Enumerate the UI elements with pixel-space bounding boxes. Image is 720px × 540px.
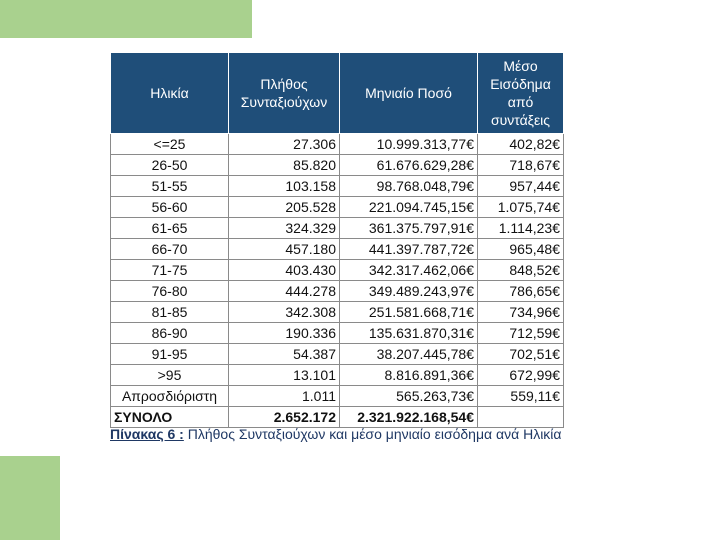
table-row (111, 155, 564, 176)
count-cell: 324.329 (229, 218, 340, 239)
total-label: ΣΥΝΟΛΟ (111, 407, 229, 428)
table-row (111, 176, 564, 197)
average-cell: 559,11€ (478, 386, 564, 407)
average-cell: 965,48€ (478, 239, 564, 260)
total-amount: 2.321.922.168,54€ (340, 407, 478, 428)
amount-cell: 135.631.870,31€ (340, 323, 478, 344)
age-cell: Απροσδιόριστη (111, 386, 229, 407)
age-cell: 76-80 (111, 281, 229, 302)
decorative-top-bar (0, 0, 252, 38)
table-row (111, 281, 564, 302)
count-cell: 403.430 (229, 260, 340, 281)
age-cell: 66-70 (111, 239, 229, 260)
age-cell: 26-50 (111, 155, 229, 176)
count-cell: 444.278 (229, 281, 340, 302)
count-cell: 1.011 (229, 386, 340, 407)
table-row (111, 386, 564, 407)
table-row (111, 365, 564, 386)
amount-cell: 61.676.629,28€ (340, 155, 478, 176)
amount-cell: 10.999.313,77€ (340, 134, 478, 155)
table-row (111, 218, 564, 239)
count-cell: 54.387 (229, 344, 340, 365)
table-row (111, 302, 564, 323)
average-cell: 672,99€ (478, 365, 564, 386)
table-row (111, 134, 564, 155)
age-cell: 51-55 (111, 176, 229, 197)
age-cell: 86-90 (111, 323, 229, 344)
count-cell: 85.820 (229, 155, 340, 176)
amount-cell: 251.581.668,71€ (340, 302, 478, 323)
count-cell: 205.528 (229, 197, 340, 218)
amount-cell: 565.263,73€ (340, 386, 478, 407)
table-caption (110, 426, 562, 442)
average-cell: 957,44€ (478, 176, 564, 197)
count-cell: 27.306 (229, 134, 340, 155)
average-cell: 712,59€ (478, 323, 564, 344)
total-count: 2.652.172 (229, 407, 340, 428)
average-cell: 702,51€ (478, 344, 564, 365)
total-empty-cell (478, 407, 564, 428)
table-row (111, 260, 564, 281)
caption-label: Πίνακας 6 : (110, 426, 184, 442)
amount-cell: 349.489.243,97€ (340, 281, 478, 302)
amount-cell: 221.094.745,15€ (340, 197, 478, 218)
pension-age-table (110, 52, 564, 428)
average-cell: 1.075,74€ (478, 197, 564, 218)
table-row (111, 197, 564, 218)
decorative-bottom-bar (0, 456, 60, 540)
average-cell: 734,96€ (478, 302, 564, 323)
header-pensioner-count: Πλήθος Συνταξιούχων (229, 53, 340, 134)
amount-cell: 342.317.462,06€ (340, 260, 478, 281)
amount-cell: 361.375.797,91€ (340, 218, 478, 239)
age-cell: 91-95 (111, 344, 229, 365)
amount-cell: 98.768.048,79€ (340, 176, 478, 197)
count-cell: 457.180 (229, 239, 340, 260)
table-row (111, 344, 564, 365)
average-cell: 718,67€ (478, 155, 564, 176)
count-cell: 190.336 (229, 323, 340, 344)
average-cell: 1.114,23€ (478, 218, 564, 239)
header-average-income: Μέσο Εισόδημα από συντάξεις (478, 53, 564, 134)
amount-cell: 441.397.787,72€ (340, 239, 478, 260)
age-cell: <=25 (111, 134, 229, 155)
average-cell: 848,52€ (478, 260, 564, 281)
table-row (111, 239, 564, 260)
table-header-row (111, 53, 564, 134)
age-cell: 71-75 (111, 260, 229, 281)
table-row (111, 323, 564, 344)
amount-cell: 8.816.891,36€ (340, 365, 478, 386)
average-cell: 402,82€ (478, 134, 564, 155)
header-age: Ηλικία (111, 53, 229, 134)
count-cell: 342.308 (229, 302, 340, 323)
count-cell: 103.158 (229, 176, 340, 197)
header-monthly-amount: Μηνιαίο Ποσό (340, 53, 478, 134)
average-cell: 786,65€ (478, 281, 564, 302)
age-cell: 56-60 (111, 197, 229, 218)
age-cell: 81-85 (111, 302, 229, 323)
age-cell: >95 (111, 365, 229, 386)
total-row (111, 407, 564, 428)
amount-cell: 38.207.445,78€ (340, 344, 478, 365)
age-cell: 61-65 (111, 218, 229, 239)
table-body (111, 134, 564, 407)
caption-text: Πλήθος Συνταξιούχων και μέσο μηνιαίο εισόδημα ανά Ηλικία (183, 426, 562, 442)
count-cell: 13.101 (229, 365, 340, 386)
